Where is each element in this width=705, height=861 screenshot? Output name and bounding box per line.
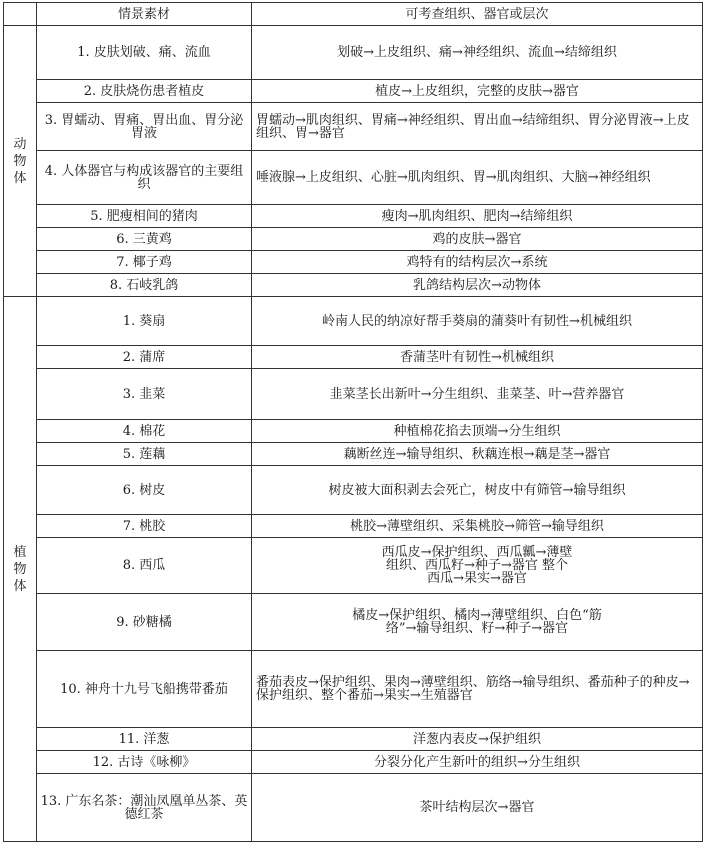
category-label: 动物体: [13, 136, 27, 186]
tissue-cell: 树皮被大面积剥去会死亡，树皮中有筛管→输导组织: [252, 466, 703, 515]
scene-cell: 3. 胃蠕动、胃痛、胃出血、胃分泌胃液: [37, 103, 252, 151]
scene-cell: 6. 树皮: [37, 466, 252, 515]
header-tissue: 可考查组织、器官或层次: [252, 3, 703, 26]
scene-cell: 1. 葵扇: [37, 297, 252, 346]
table-row: [4, 443, 703, 466]
tissue-cell: 胃蠕动→肌肉组织、胃痛→神经组织、胃出血→结缔组织、胃分泌胃液→上皮组织、胃→器官: [252, 103, 703, 151]
scene-cell: 2. 皮肤烧伤患者植皮: [37, 80, 252, 103]
tissue-cell: 韭菜茎长出新叶→分生组织、韭菜茎、叶→营养器官: [252, 369, 703, 420]
header-scene: 情景素材: [37, 3, 252, 26]
table-row: [4, 80, 703, 103]
tissue-cell: 乳鸽结构层次→动物体: [252, 274, 703, 297]
table-row: [4, 228, 703, 251]
table-row: [4, 251, 703, 274]
tissue-cell: 划破→上皮组织、痛→神经组织、流血→结缔组织: [252, 26, 703, 80]
category-label: 植物体: [13, 544, 27, 594]
scene-cell: 7. 椰子鸡: [37, 251, 252, 274]
scene-cell: 4. 人体器官与构成该器官的主要组织: [37, 151, 252, 205]
tissue-cell: 西瓜皮→保护组织、西瓜瓤→薄壁组织、西瓜籽→种子→器官 整个西瓜→果实→器官: [252, 538, 703, 594]
scene-cell: 8. 石岐乳鸽: [37, 274, 252, 297]
scene-cell: 4. 棉花: [37, 420, 252, 443]
header-blank-cell: [4, 3, 37, 26]
tissue-cell: 茶叶结构层次→器官: [252, 774, 703, 842]
tissue-cell: 唾液腺→上皮组织、心脏→肌肉组织、胃→肌肉组织、大脑→神经组织: [252, 151, 703, 205]
scene-cell: 12. 古诗《咏柳》: [37, 751, 252, 774]
table-row: [4, 297, 703, 346]
category-plant: [4, 297, 37, 842]
scene-cell: 11. 洋葱: [37, 728, 252, 751]
scene-cell: 1. 皮肤划破、痛、流血: [37, 26, 252, 80]
tissue-cell: 鸡的皮肤→器官: [252, 228, 703, 251]
scene-cell: 8. 西瓜: [37, 538, 252, 594]
table-row: [4, 151, 703, 205]
scene-cell: 10. 神舟十九号飞船携带番茄: [37, 651, 252, 728]
table-row: [4, 774, 703, 842]
table-header-row: [4, 3, 703, 26]
scene-cell: 5. 莲藕: [37, 443, 252, 466]
table-row: [4, 515, 703, 538]
table-row: [4, 538, 703, 594]
table-row: [4, 420, 703, 443]
tissue-cell: 藕断丝连→输导组织、秋藕连根→藕是茎→器官: [252, 443, 703, 466]
scene-cell: 3. 韭菜: [37, 369, 252, 420]
table-row: [4, 594, 703, 651]
table-row: [4, 346, 703, 369]
scene-cell: 13. 广东名茶：潮汕凤凰单丛茶、英德红茶: [37, 774, 252, 842]
tissue-cell: 洋葱内表皮→保护组织: [252, 728, 703, 751]
material-table: [3, 2, 703, 842]
table-row: [4, 274, 703, 297]
scene-cell: 9. 砂糖橘: [37, 594, 252, 651]
table-row: [4, 26, 703, 80]
tissue-cell: 岭南人民的纳凉好帮手葵扇的蒲葵叶有韧性→机械组织: [252, 297, 703, 346]
scene-cell: 5. 肥瘦相间的猪肉: [37, 205, 252, 228]
table-row: [4, 751, 703, 774]
table-row: [4, 728, 703, 751]
table-row: [4, 466, 703, 515]
tissue-cell: 桃胶→薄壁组织、采集桃胶→筛管→输导组织: [252, 515, 703, 538]
tissue-cell: 瘦肉→肌肉组织、肥肉→结缔组织: [252, 205, 703, 228]
scene-cell: 6. 三黄鸡: [37, 228, 252, 251]
tissue-cell: 种植棉花掐去顶端→分生组织: [252, 420, 703, 443]
table-row: [4, 651, 703, 728]
table-row: [4, 205, 703, 228]
scene-cell: 2. 蒲席: [37, 346, 252, 369]
tissue-cell: 番茄表皮→保护组织、果肉→薄壁组织、筋络→输导组织、番茄种子的种皮→保护组织、整个番茄→果实→生殖器官: [252, 651, 703, 728]
scene-cell: 7. 桃胶: [37, 515, 252, 538]
tissue-cell: 鸡特有的结构层次→系统: [252, 251, 703, 274]
tissue-cell: 香蒲茎叶有韧性→机械组织: [252, 346, 703, 369]
tissue-cell: 橘皮→保护组织、橘肉→薄壁组织、白色“筋络”→输导组织、籽→种子→器官: [252, 594, 703, 651]
tissue-cell: 植皮→上皮组织，完整的皮肤→器官: [252, 80, 703, 103]
table-row: [4, 369, 703, 420]
category-animal: [4, 26, 37, 297]
tissue-cell: 分裂分化产生新叶的组织→分生组织: [252, 751, 703, 774]
table-row: [4, 103, 703, 151]
